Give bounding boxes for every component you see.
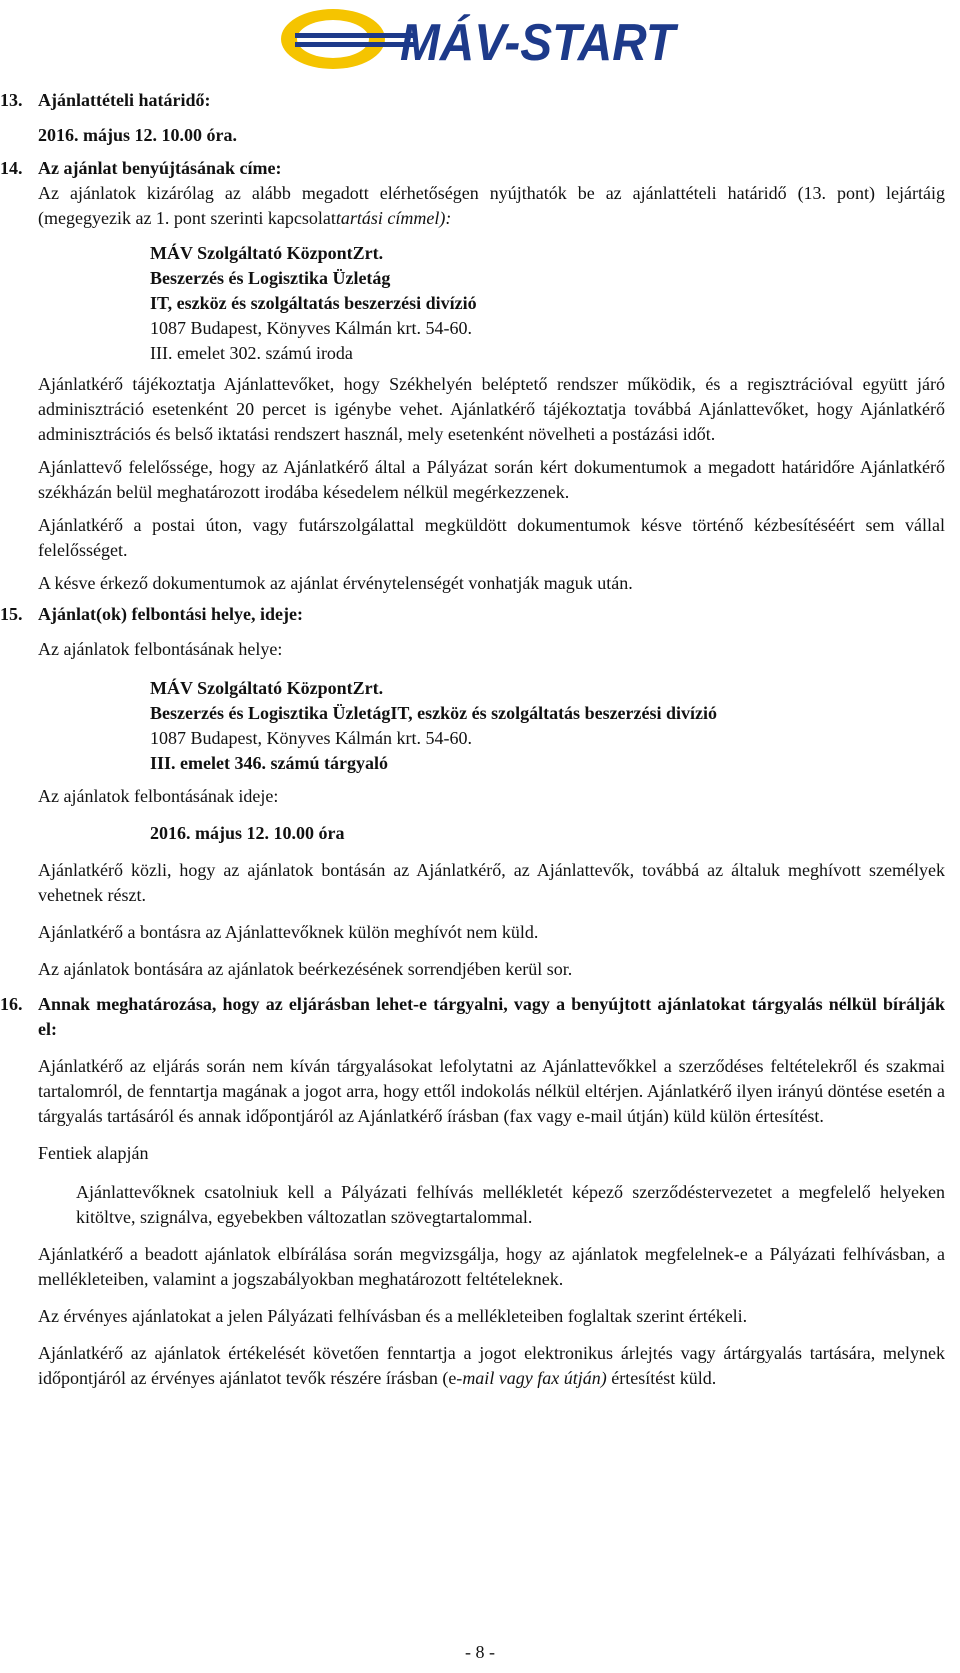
paragraph-indented: Ajánlattevőknek csatolniuk kell a Pályázati felhívás mellékletét képező szerződéstervezetet a megfelelő helyeken kitöltve, szignálva, egyebekben változatlan szövegtartalommal.	[76, 1182, 945, 1227]
section-intro: Az ajánlatok kizárólag az alább megadott elérhetőségen nyújthatók be az ajánlattételi határidő (13. pont) lejártáig (megegyezik az 1. pont szerinti kapcsolattartási címmel):	[38, 183, 945, 228]
opening-place-label: Az ajánlatok felbontásának helye:	[38, 639, 283, 659]
section-14	[0, 156, 960, 596]
section-title: Ajánlattételi határidő:	[38, 90, 211, 110]
section-15	[0, 602, 960, 982]
paragraph: Ajánlatkérő az eljárás során nem kíván tárgyalásokat lefolytatni az Ajánlattevőkkel a szerződéses feltételekről és szakmai tartalomról, de fenntartja magának a jogot arra, hogy ettől indokolás nélkül eltérjen. Ajánlatkérő ilyen irányú döntése esetén a tárgyalás tartásáról és annak időpontjáról az Ajánlatkérő írásban (fax vagy e-mail útján) küld külön értesítést.	[38, 1056, 945, 1126]
paragraph: Ajánlatkérő az ajánlatok értékelését követően fenntartja a jogot elektronikus árlejtés vagy ártárgyalás tartására, melynek időpontjáról az érvényes ajánlatot tevők részére írásban (e-mail vagy fax útján) értesítést küld.	[38, 1343, 945, 1388]
paragraph: Ajánlattevő felelőssége, hogy az Ajánlatkérő által a Pályázat során kért dokumentumok a megadott határidőre Ajánlatkérő székházán belül meghatározott irodába késedelem nélkül megérkezzenek.	[38, 457, 945, 502]
section-title: Ajánlat(ok) felbontási helye, ideje:	[38, 604, 303, 624]
opening-address: MÁV Szolgáltató KözpontZrt. Beszerzés és Logisztika ÜzletágIT, eszköz és szolgáltatás beszerzési divízió 1087 Budapest, Könyves Kálmán krt. 54-60. III. emelet 346. számú tárgyaló	[150, 678, 718, 773]
logo-text: MÁV-START	[400, 14, 679, 72]
document-body	[0, 88, 960, 1391]
section-number: 13.	[0, 90, 23, 110]
paragraph: Ajánlatkérő a bontásra az Ajánlattevőknek külön meghívót nem küld.	[38, 922, 539, 942]
paragraph: Ajánlatkérő a beadott ajánlatok elbírálása során megvizsgálja, hogy az ajánlatok megfelelnek-e a Pályázati felhívásban, a mellékleteiben, valamint a jogszabályokban meghatározott feltételeknek.	[38, 1244, 945, 1289]
section-number: 16.	[0, 994, 23, 1014]
page-number: - 8 -	[465, 1642, 495, 1662]
paragraph: Ajánlatkérő tájékoztatja Ajánlattevőket, hogy Székhelyén beléptető rendszer működik, és a regisztrációval együtt járó adminisztráció esetenként 20 percet is igénybe vehet. Ajánlatkérő tájékoztatja továbbá Ajánlattevőket, hogy Ajánlatkérő adminisztrációs és belső iktatási rendszert használ, mely esetenként növelheti a postázási időt.	[38, 374, 945, 444]
section-number: 14.	[0, 158, 23, 178]
paragraph: A késve érkező dokumentumok az ajánlat érvénytelenségét vonhatják maguk után.	[38, 573, 633, 593]
paragraph: Ajánlatkérő a postai úton, vagy futárszolgálattal megküldött dokumentumok késve történő kézbesítéséért sem vállal felelősséget.	[38, 515, 945, 560]
paragraph: Fentiek alapján	[38, 1143, 149, 1163]
section-title: Az ajánlat benyújtásának címe:	[38, 158, 282, 178]
section-13	[0, 88, 960, 148]
paragraph: Ajánlatkérő közli, hogy az ajánlatok bontásán az Ajánlatkérő, az Ajánlattevők, továbbá az általuk meghívott személyek vehetnek részt.	[38, 860, 945, 905]
paragraph: Az ajánlatok bontására az ajánlatok beérkezésének sorrendjében kerül sor.	[38, 959, 573, 979]
mav-start-logo	[275, 4, 680, 74]
opening-time-label: Az ajánlatok felbontásának ideje:	[38, 786, 279, 806]
section-title: Annak meghatározása, hogy az eljárásban lehet-e tárgyalni, vagy a benyújtott ajánlatokat tárgyalás nélkül bírálják el:	[38, 994, 945, 1039]
section-number: 15.	[0, 604, 23, 624]
paragraph: Az érvényes ajánlatokat a jelen Pályázati felhívásban és a mellékleteiben foglaltak szerint értékeli.	[38, 1306, 748, 1326]
section-16	[0, 992, 960, 1391]
deadline-date: 2016. május 12. 10.00 óra.	[38, 125, 237, 145]
submission-address: MÁV Szolgáltató KözpontZrt. Beszerzés és Logisztika Üzletág IT, eszköz és szolgáltatás beszerzési divízió 1087 Budapest, Könyves Kálmán krt. 54-60. III. emelet 302. számú iroda	[150, 243, 477, 363]
opening-time: 2016. május 12. 10.00 óra	[150, 823, 345, 843]
